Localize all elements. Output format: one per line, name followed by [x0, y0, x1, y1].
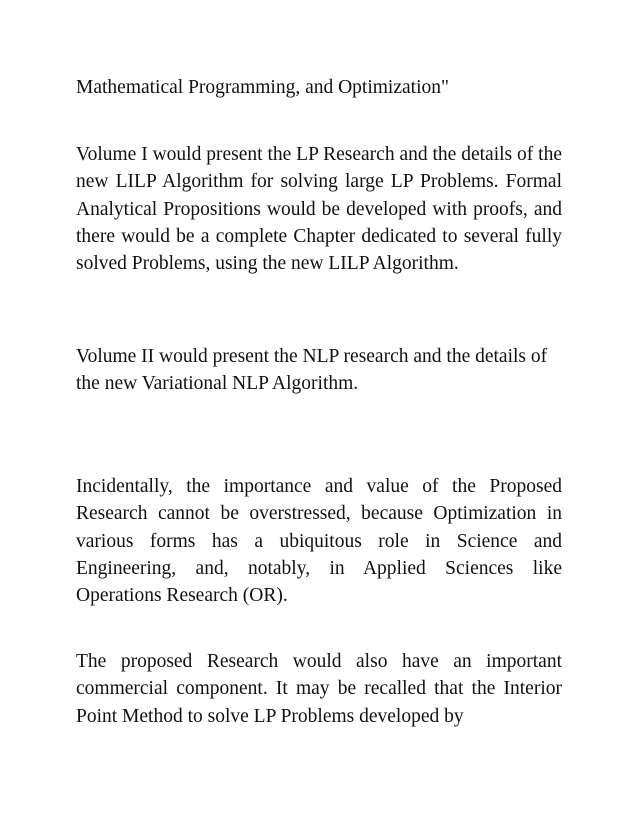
paragraph-volume-two: Volume II would present the NLP research and the details of the new Variational NLP Algorithm. [76, 346, 548, 395]
paragraph-importance: Incidentally, the importance and value of the Proposed Research cannot be overstressed, because Optimization in various forms has a ubiquitous role in Science and Engineering, and, notably, in Applied Sciences like Operations Research (OR). [76, 476, 562, 607]
paragraph-commercial: The proposed Research would also have an important commercial component. It may be recalled that the Interior Point Method to solve LP Problems developed by [76, 651, 562, 727]
paragraph-volume-one: Volume I would present the LP Research and the details of the new LILP Algorithm for solving large LP Problems. Formal Analytical Propositions would be developed with proofs, and there would be a complete Chapter dedicated to several fully solved Problems, using the new LILP Algorithm. [76, 144, 562, 275]
paragraph-title-continuation: Mathematical Programming, and Optimization" [76, 77, 449, 98]
